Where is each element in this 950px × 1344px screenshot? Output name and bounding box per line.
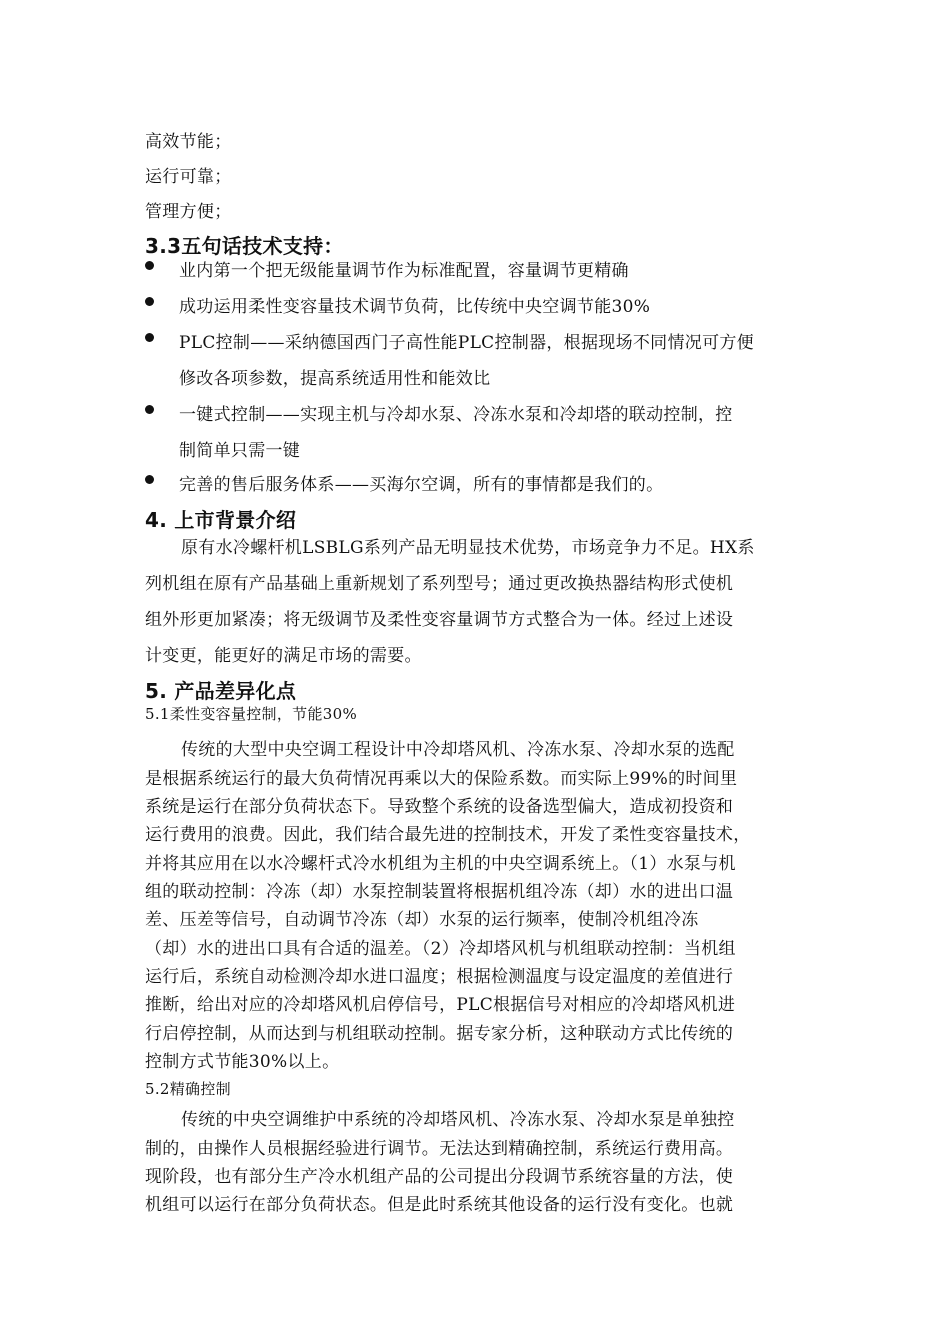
paragraph-line: 控制方式节能30%以上。 [145, 1052, 340, 1072]
bullet-continuation: 制简单只需一键 [179, 441, 301, 461]
intro-line: 管理方便； [145, 202, 232, 222]
intro-line: 运行可靠； [145, 167, 232, 187]
paragraph-line: 并将其应用在以水冷螺杆式冷水机组为主机的中央空调系统上。（1）水泵与机 [145, 854, 736, 874]
bullet-text: PLC控制——采纳德国西门子高性能PLC控制器，根据现场不同情况可方便 [179, 333, 754, 353]
paragraph-line: 运行后，系统自动检测冷却水进口温度；根据检测温度与设定温度的差值进行 [145, 967, 734, 987]
paragraph-line: 运行费用的浪费。因此，我们结合最先进的控制技术，开发了柔性变容量技术， [145, 825, 751, 845]
paragraph-line: 推断，给出对应的冷却塔风机启停信号，PLC根据信号对相应的冷却塔风机进 [145, 995, 736, 1015]
bullet-continuation: 修改各项参数，提高系统适用性和能效比 [179, 369, 491, 389]
paragraph-line: 现阶段，也有部分生产冷水机组产品的公司提出分段调节系统容量的方法，使 [145, 1167, 734, 1187]
paragraph-line: 传统的中央空调维护中系统的冷却塔风机、冷冻水泵、冷却水泵是单独控 [181, 1110, 735, 1130]
paragraph-line: 组外形更加紧凑；将无级调节及柔性变容量调节方式整合为一体。经过上述设 [145, 610, 734, 630]
section-heading-4: 4. 上市背景介绍 [145, 508, 297, 532]
paragraph-line: 系统是运行在部分负荷状态下。导致整个系统的设备选型偏大，造成初投资和 [145, 797, 734, 817]
section-heading-3-3: 3.3五句话技术支持： [145, 234, 344, 258]
bullet-text: 完善的售后服务体系——买海尔空调，所有的事情都是我们的。 [179, 475, 664, 495]
paragraph-line: 传统的大型中央空调工程设计中冷却塔风机、冷冻水泵、冷却水泵的选配 [181, 740, 735, 760]
subsection-title-5-1: 5.1柔性变容量控制，节能30% [145, 705, 357, 723]
bullet-text: 一键式控制——实现主机与冷却水泵、冷冻水泵和冷却塔的联动控制，控 [179, 405, 733, 425]
paragraph-line: 计变更，能更好的满足市场的需要。 [145, 646, 422, 666]
subsection-title-5-2: 5.2精确控制 [145, 1080, 231, 1098]
intro-line: 高效节能； [145, 132, 232, 152]
paragraph-line: 列机组在原有产品基础上重新规划了系列型号；通过更改换热器结构形式使机 [145, 574, 734, 594]
paragraph-line: 组的联动控制：冷冻（却）水泵控制装置将根据机组冷冻（却）水的进出口温 [145, 882, 734, 902]
bullet-dot-icon [145, 475, 154, 484]
paragraph-line: 行启停控制，从而达到与机组联动控制。据专家分析，这种联动方式比传统的 [145, 1024, 734, 1044]
paragraph-line: 机组可以运行在部分负荷状态。但是此时系统其他设备的运行没有变化。也就 [145, 1195, 734, 1215]
paragraph-line: 差、压差等信号，自动调节冷冻（却）水泵的运行频率，使制冷机组冷冻 [145, 910, 699, 930]
bullet-dot-icon [145, 297, 154, 306]
paragraph-line: 制的，由操作人员根据经验进行调节。无法达到精确控制，系统运行费用高。 [145, 1139, 734, 1159]
bullet-text: 成功运用柔性变容量技术调节负荷，比传统中央空调节能30% [179, 297, 651, 317]
bullet-dot-icon [145, 405, 154, 414]
section-heading-5: 5. 产品差异化点 [145, 679, 297, 703]
paragraph-line: （却）水的进出口具有合适的温差。（2）冷却塔风机与机组联动控制：当机组 [145, 939, 736, 959]
bullet-dot-icon [145, 333, 154, 342]
bullet-text: 业内第一个把无级能量调节作为标准配置，容量调节更精确 [179, 261, 629, 281]
paragraph-line: 是根据系统运行的最大负荷情况再乘以大的保险系数。而实际上99%的时间里 [145, 769, 738, 789]
bullet-dot-icon [145, 261, 154, 270]
paragraph-line: 原有水冷螺杆机LSBLG系列产品无明显技术优势，市场竞争力不足。HX系 [181, 538, 755, 558]
